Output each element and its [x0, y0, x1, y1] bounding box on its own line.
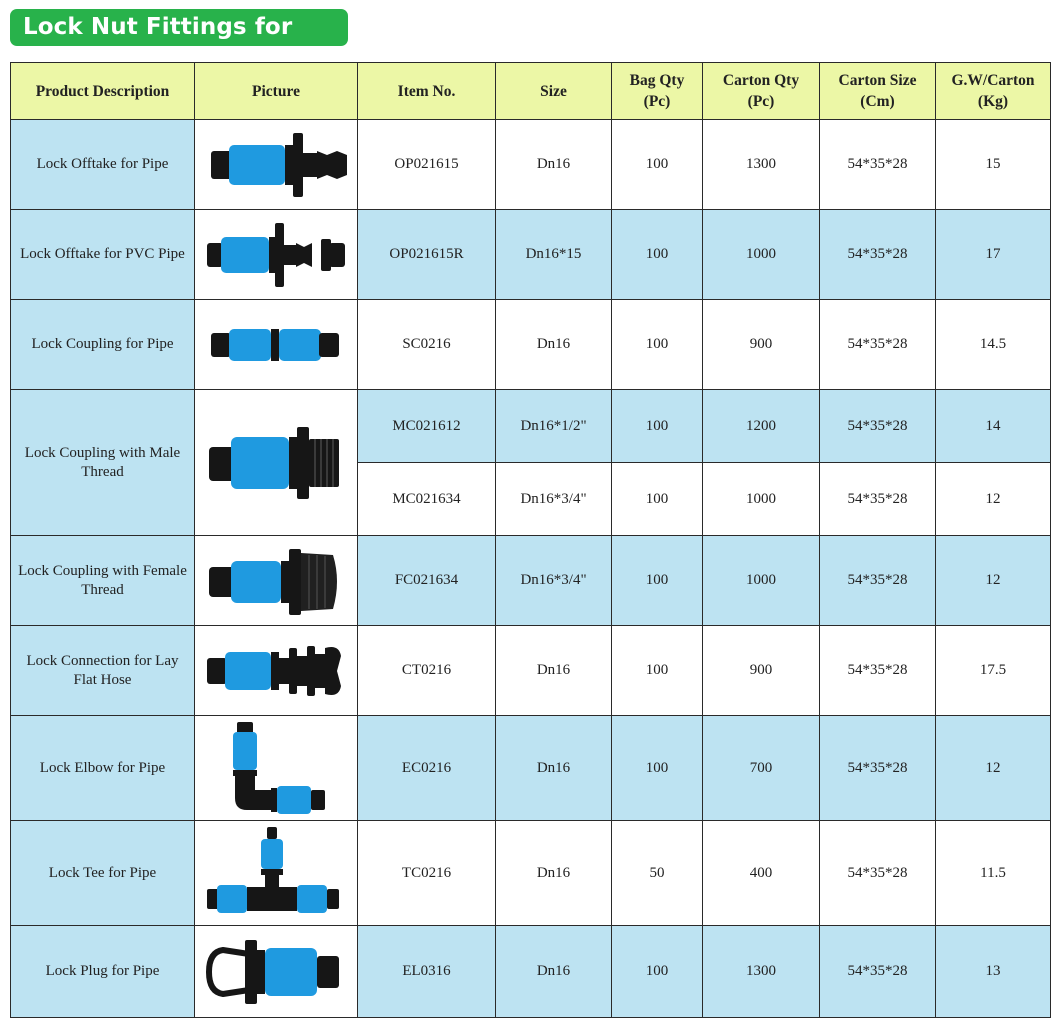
bag-qty-value: 100 — [612, 716, 703, 821]
header-bag-qty-label: Bag Qty — [629, 72, 685, 89]
carton-size-value: 54*35*28 — [820, 821, 936, 926]
header-carton-size-unit: (Cm) — [860, 93, 895, 110]
plug-icon — [201, 932, 351, 1012]
header-bag-qty — [612, 63, 703, 120]
item-number: EC0216 — [358, 716, 496, 821]
carton-size-value: 54*35*28 — [820, 716, 936, 821]
gw-carton-value: 12 — [936, 463, 1051, 536]
header-product-description: Product Description — [11, 63, 195, 120]
header-carton-qty-unit: (Pc) — [747, 93, 775, 110]
item-number: MC021634 — [358, 463, 496, 536]
page-title: Lock Nut Fittings for — [10, 9, 348, 46]
bag-qty-value: 100 — [612, 210, 703, 300]
product-description: Lock Coupling for Pipe — [11, 300, 195, 390]
bag-qty-value: 100 — [612, 300, 703, 390]
header-carton-qty — [703, 63, 820, 120]
bag-qty-value: 100 — [612, 463, 703, 536]
gw-carton-value: 11.5 — [936, 821, 1051, 926]
coupling-icon — [201, 315, 351, 375]
carton-qty-value: 1300 — [703, 120, 820, 210]
offtake-pvc-icon — [201, 217, 351, 293]
product-picture — [195, 821, 358, 926]
product-description: Lock Plug for Pipe — [11, 926, 195, 1018]
size-value: Dn16*3/4" — [496, 463, 612, 536]
product-description: Lock Tee for Pipe — [11, 821, 195, 926]
product-picture — [195, 390, 358, 536]
bag-qty-value: 100 — [612, 390, 703, 463]
table-row — [11, 536, 1051, 626]
gw-carton-value: 17 — [936, 210, 1051, 300]
carton-qty-value: 900 — [703, 300, 820, 390]
offtake-icon — [201, 127, 351, 203]
male-thread-icon — [201, 413, 351, 513]
product-picture — [195, 926, 358, 1018]
table-row — [11, 210, 1051, 300]
product-spec-table — [10, 62, 1051, 1018]
item-number: SC0216 — [358, 300, 496, 390]
product-picture — [195, 120, 358, 210]
product-description: Lock Elbow for Pipe — [11, 716, 195, 821]
carton-qty-value: 1000 — [703, 536, 820, 626]
carton-qty-value: 700 — [703, 716, 820, 821]
product-description: Lock Coupling with Female Thread — [11, 536, 195, 626]
table-row — [11, 120, 1051, 210]
bag-qty-value: 100 — [612, 120, 703, 210]
size-value: Dn16 — [496, 300, 612, 390]
female-thread-icon — [201, 541, 351, 621]
gw-carton-value: 14 — [936, 390, 1051, 463]
table-row — [11, 926, 1051, 1018]
item-number: FC021634 — [358, 536, 496, 626]
size-value: Dn16 — [496, 716, 612, 821]
product-picture — [195, 210, 358, 300]
size-value: Dn16 — [496, 926, 612, 1018]
bag-qty-value: 100 — [612, 926, 703, 1018]
carton-size-value: 54*35*28 — [820, 926, 936, 1018]
product-picture — [195, 716, 358, 821]
bag-qty-value: 50 — [612, 821, 703, 926]
table-row — [11, 821, 1051, 926]
header-carton-size-label: Carton Size — [838, 72, 917, 89]
tee-icon — [201, 823, 351, 923]
gw-carton-value: 12 — [936, 716, 1051, 821]
size-value: Dn16*1/2" — [496, 390, 612, 463]
carton-size-value: 54*35*28 — [820, 210, 936, 300]
item-number: MC021612 — [358, 390, 496, 463]
table-row — [11, 300, 1051, 390]
header-gw-carton — [936, 63, 1051, 120]
carton-size-value: 54*35*28 — [820, 120, 936, 210]
carton-size-value: 54*35*28 — [820, 300, 936, 390]
carton-size-value: 54*35*28 — [820, 536, 936, 626]
header-picture: Picture — [195, 63, 358, 120]
bag-qty-value: 100 — [612, 626, 703, 716]
gw-carton-value: 12 — [936, 536, 1051, 626]
gw-carton-value: 17.5 — [936, 626, 1051, 716]
header-item-no: Item No. — [358, 63, 496, 120]
header-carton-size — [820, 63, 936, 120]
size-value: Dn16*3/4" — [496, 536, 612, 626]
carton-qty-value: 1200 — [703, 390, 820, 463]
bag-qty-value: 100 — [612, 536, 703, 626]
item-number: EL0316 — [358, 926, 496, 1018]
header-gw-carton-unit: (Kg) — [977, 93, 1009, 110]
layflat-connection-icon — [201, 636, 351, 706]
gw-carton-value: 13 — [936, 926, 1051, 1018]
item-number: OP021615 — [358, 120, 496, 210]
header-carton-qty-label: Carton Qty — [722, 72, 800, 89]
carton-qty-value: 1300 — [703, 926, 820, 1018]
header-gw-carton-label: G.W/Carton — [951, 72, 1035, 89]
carton-qty-value: 400 — [703, 821, 820, 926]
product-description: Lock Offtake for PVC Pipe — [11, 210, 195, 300]
carton-size-value: 54*35*28 — [820, 626, 936, 716]
product-picture — [195, 626, 358, 716]
carton-qty-value: 900 — [703, 626, 820, 716]
table-row — [11, 390, 1051, 463]
item-number: TC0216 — [358, 821, 496, 926]
item-number: CT0216 — [358, 626, 496, 716]
product-picture — [195, 300, 358, 390]
gw-carton-value: 15 — [936, 120, 1051, 210]
size-value: Dn16 — [496, 120, 612, 210]
header-bag-qty-unit: (Pc) — [643, 93, 671, 110]
table-row — [11, 626, 1051, 716]
table-header-row — [11, 63, 1051, 120]
carton-qty-value: 1000 — [703, 463, 820, 536]
size-value: Dn16 — [496, 821, 612, 926]
product-description: Lock Coupling with Male Thread — [11, 390, 195, 536]
carton-size-value: 54*35*28 — [820, 463, 936, 536]
size-value: Dn16*15 — [496, 210, 612, 300]
product-description: Lock Offtake for Pipe — [11, 120, 195, 210]
carton-size-value: 54*35*28 — [820, 390, 936, 463]
size-value: Dn16 — [496, 626, 612, 716]
item-number: OP021615R — [358, 210, 496, 300]
table-row — [11, 716, 1051, 821]
product-picture — [195, 536, 358, 626]
header-size: Size — [496, 63, 612, 120]
gw-carton-value: 14.5 — [936, 300, 1051, 390]
carton-qty-value: 1000 — [703, 210, 820, 300]
elbow-icon — [201, 718, 351, 818]
product-description: Lock Connection for Lay Flat Hose — [11, 626, 195, 716]
